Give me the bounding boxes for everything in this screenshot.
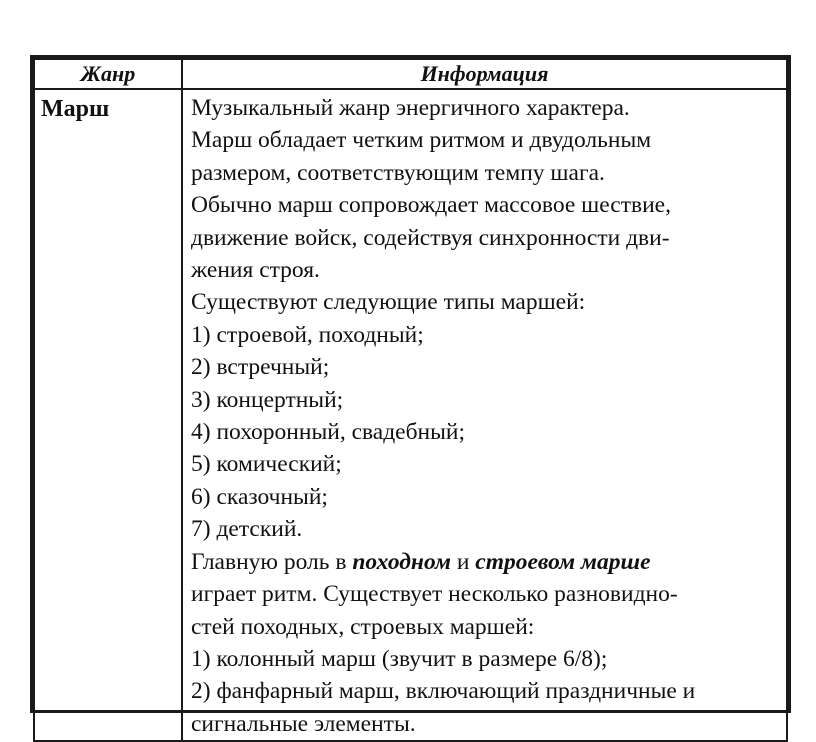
emphasis-drill-march: строевом марше <box>475 548 651 575</box>
info-line: движение войск, содействуя синхронности дви- <box>191 224 670 251</box>
list-item: сигнальные элементы. <box>191 710 416 737</box>
text-segment: и <box>450 548 476 575</box>
info-cell <box>182 89 787 741</box>
table-row <box>34 89 787 741</box>
header-genre: Жанр <box>34 59 182 89</box>
genre-table <box>30 55 791 737</box>
info-line: жения строя. <box>191 257 320 284</box>
list-item: 2) встречный; <box>191 354 330 381</box>
info-line: Обычно марш сопровождает массовое шествие, <box>191 192 671 219</box>
emphasis-marching: походном <box>352 548 451 575</box>
list-item: 1) колонный марш (звучит в размере 6/8); <box>191 645 608 672</box>
list-item: 3) концертный; <box>191 386 344 413</box>
list-item: 7) детский. <box>191 516 303 543</box>
list-item: 4) похоронный, свадебный; <box>191 419 466 446</box>
genre-cell: Марш <box>34 89 182 741</box>
info-line: размером, соответствующим темпу шага. <box>191 159 605 186</box>
list-item: 6) сказочный; <box>191 483 328 510</box>
info-line: Музыкальный жанр энергичного характера. <box>191 95 630 121</box>
info-line: стей походных, строевых маршей: <box>191 613 535 640</box>
table <box>33 58 788 742</box>
info-line-emphasis <box>191 546 778 578</box>
info-line: Существуют следующие типы маршей: <box>191 289 586 316</box>
list-item: 1) строевой, походный; <box>191 321 424 348</box>
header-info: Информация <box>182 59 787 89</box>
list-item: 5) комический; <box>191 451 342 478</box>
list-item: 2) фанфарный марш, включающий праздничные и <box>191 678 696 705</box>
info-line: играет ритм. Существует несколько разновидно- <box>191 581 678 608</box>
header-row <box>34 59 787 89</box>
info-line: Марш обладает четким ритмом и двудольным <box>191 127 652 154</box>
text-segment: Главную роль в <box>191 548 353 575</box>
